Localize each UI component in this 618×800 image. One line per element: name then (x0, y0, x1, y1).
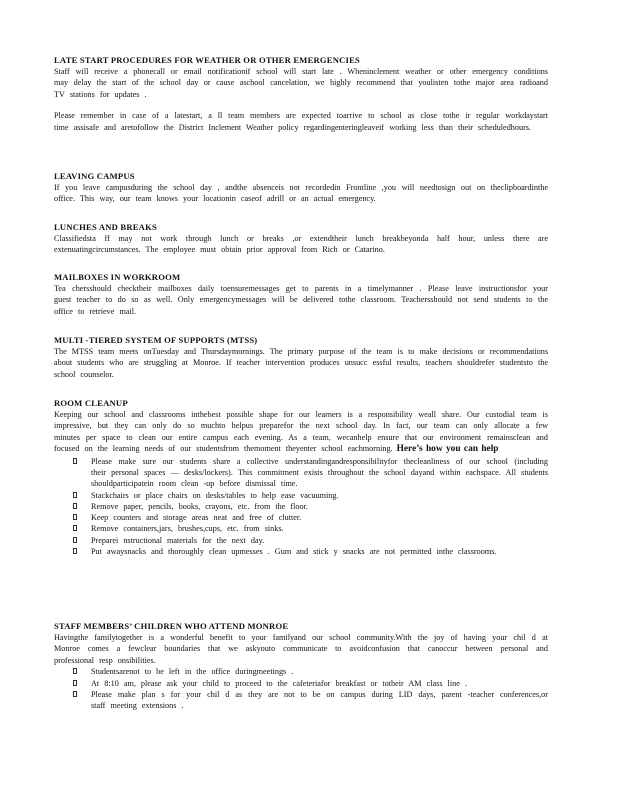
list-item-text: Studentsarenot to be left in the office duringmeetings . (91, 667, 294, 677)
list-item (54, 501, 548, 512)
heading-late-start: LATE START PROCEDURES FOR WEATHER OR OTHER EMERGENCIES (54, 55, 360, 65)
how-you-can-help: Here’s how you can help (396, 444, 499, 455)
bullet-icon (73, 492, 77, 498)
heading-staff-children: STAFF MEMBERS’ CHILDREN WHO ATTEND MONROE (54, 621, 289, 631)
list-item (54, 490, 548, 501)
paragraph-staff-children: Havingthe familytogether is a wonderful benefit to your familyand our school community.With the joy of having your chil d at Monroe comes a fewclear boundaries that we askyouto communicate to avoidconfusion that canoccur between personal and professional resp onsibilities. (54, 633, 548, 665)
section-mailboxes (54, 272, 548, 317)
list-item-text: Put awaysnacks and thoroughly clean upmesses . Gum and stick y snacks are not permitted inthe classrooms. (91, 547, 497, 556)
section-room-cleanup (54, 398, 548, 557)
list-item-text: Please make sure our students share a collective understandingandresponsibilityfor thecleanliness of our school (including their personal spaces — desks/lockers). This commitment exists throughout the school dayand within eachspace. All students shouldparticipatein room clean -up before dismissal time. (91, 456, 548, 489)
heading-room-cleanup: ROOM CLEANUP (54, 398, 128, 408)
list-item-text: Keep counters and storage areas neat and free of clutter. (91, 513, 302, 523)
list-item (54, 523, 548, 534)
paragraph-late-start-2: Please remember in case of a latestart, a ll team members are expected toarrive to school as close tothe ir regular workdaystart time assisafe and aretofollow the District Inclement Weather policy regardingenteringleaveif working less than their scheduledhours. (54, 111, 548, 132)
list-item (54, 456, 548, 490)
bullet-icon (73, 691, 77, 697)
bullet-icon (73, 514, 77, 520)
heading-mtss: MULTI -TIERED SYSTEM OF SUPPORTS (MTSS) (54, 335, 258, 345)
paragraph-mtss: The MTSS team meets onTuesday and Thursdaymornings. The primary purpose of the team is to make decisions or recommendations about students who are struggling at Monroe. If teacher intervention produces unsucc essful results, teachers shouldrefer studentsto the school counselor. (54, 347, 548, 379)
bullet-icon (73, 537, 77, 543)
list-item (54, 512, 548, 523)
bullet-icon (73, 525, 77, 531)
paragraph-late-start-1: Staff will receive a phonecall or email notificationif school will start late . Wheninclement weather or other emergency conditions may delay the start of the school day or cause aschool cancelation, we highly recommend that youlisten tothe major area radioand TV stations for updates . (54, 67, 548, 99)
heading-leaving-campus: LEAVING CAMPUS (54, 171, 135, 181)
section-staff-children (54, 621, 548, 711)
list-item (54, 546, 548, 557)
room-cleanup-text: Keeping our school and classrooms inthebest possible shape for our learners is a responsibility weall share. Our custodial team is impressive, but they can only do so muchto helpus preparefor the next school day. In fact, our team can only allocate a few minutes per space to clean our entire campus each evening. As a team, wecanhelp ensure that our environment remainsclean and focused on the learning needs of our studentsfrom themoment theyenter school eachmorning. (54, 410, 548, 454)
paragraph-room-cleanup (54, 409, 548, 456)
heading-lunches-breaks: LUNCHES AND BREAKS (54, 222, 157, 232)
section-late-start (54, 55, 548, 133)
list-item-text: At 8:10 am, please ask your child to proceed to the cafeteriafor breakfast or totheir AM class line . (91, 678, 467, 688)
bullet-icon (73, 680, 77, 686)
paragraph-lunches-breaks: Classifiedsta ff may not work through lunch or breaks ,or extendtheir lunch breakbeyonda half hour, unless there are extenuatingcircumstances. The employee must obtain prior approval from Rich or Catarino. (54, 234, 548, 255)
bullet-icon (73, 548, 77, 554)
section-lunches-breaks (54, 222, 548, 256)
children-bullet-list (54, 666, 548, 711)
list-item (54, 535, 548, 546)
list-item-text: Remove containers,jars, brushes,cups, etc. from sinks. (91, 524, 284, 534)
list-item-text: Remove paper, pencils, books, crayons, etc. from the floor. (91, 501, 308, 511)
list-item (54, 689, 548, 712)
heading-mailboxes: MAILBOXES IN WORKROOM (54, 272, 181, 282)
cleanup-bullet-list (54, 456, 548, 558)
section-mtss (54, 335, 548, 380)
bullet-icon (73, 503, 77, 509)
bullet-icon (73, 668, 77, 674)
list-item-text: Please make plan s for your chil d as they are not to be on campus during LID days, parent -teacher conferences,or staff meeting extensions . (91, 689, 548, 711)
list-item-text: Stackchairs or place chairs on desks/tables to help ease vacuuming. (91, 490, 339, 500)
list-item-text: Preparei nstructional materials for the next day. (91, 535, 265, 545)
list-item (54, 666, 548, 677)
paragraph-mailboxes: Tea chersshould checktheir mailboxes daily toensuremessages get to parents in a timelymanner . Please leave instructionsfor your guest teacher to do so as well. Only emergencymessages will be delivered tothe classroom. Teachersshould not send students to the office to retrieve mail. (54, 284, 548, 316)
bullet-icon (73, 458, 77, 464)
paragraph-leaving-campus: If you leave campusduring the school day , andthe absenceis not recordedin Frontline ,you will needtosign out on theclipboardinthe office. This way, our team knows your locationin caseof adrill or an actual emergency. (54, 183, 548, 204)
list-item (54, 678, 548, 689)
section-leaving-campus (54, 171, 548, 205)
